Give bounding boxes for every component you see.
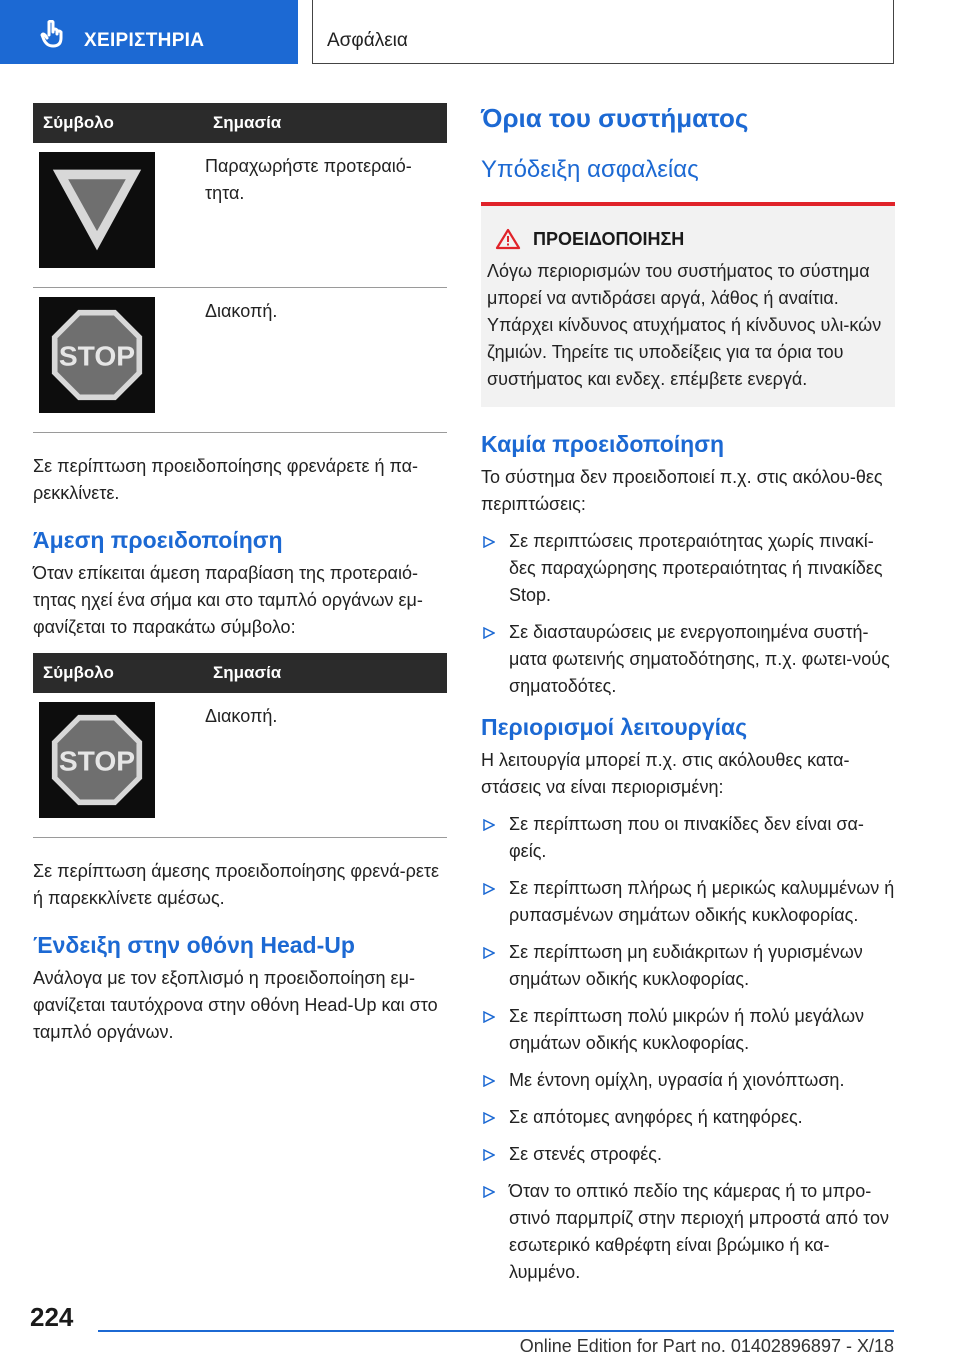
bullet-arrow-icon xyxy=(483,1112,495,1124)
bullet-arrow-icon xyxy=(483,819,495,831)
manual-section-tab[interactable] xyxy=(0,0,298,64)
warning-triangle-icon xyxy=(495,228,521,250)
edition-note: Online Edition for Part no. 01402896897 - X/18 xyxy=(519,1336,894,1356)
paragraph-direct-action: Σε περίπτωση άμεσης προειδοποίησης φρενά-ρετε ή παρεκκλίνετε αμέσως. xyxy=(33,861,440,908)
paragraph-head-up: Ανάλογα με τον εξοπλισμό η προειδοποίηση εμ-φανίζεται ταυτόχρονα στην οθόνη Head-Up και στο ταμπλό οργάνων. xyxy=(33,968,438,1042)
left-column xyxy=(33,103,447,1046)
bullet-arrow-icon xyxy=(483,1011,495,1023)
list-item: Σε περιπτώσεις προτεραιότητας χωρίς πινακί-δες παραχώρησης προτεραιότητας ή πινακίδες Stop. xyxy=(481,528,895,609)
table-row xyxy=(33,143,447,288)
paragraph-warning-action: Σε περίπτωση προειδοποίησης φρενάρετε ή πα-ρεκκλίνετε. xyxy=(33,456,419,503)
yield-sign-icon xyxy=(39,152,155,268)
bullet-arrow-icon xyxy=(483,947,495,959)
table2-col-meaning: Σημασία xyxy=(199,653,447,693)
list-item: Σε απότομες ανηφόρες ή κατηφόρες. xyxy=(481,1104,895,1131)
table2-row1-meaning: Διακοπή. xyxy=(199,693,447,838)
bullet-arrow-icon xyxy=(483,1075,495,1087)
paragraph-no-warning: Το σύστημα δεν προειδοποιεί π.χ. στις ακόλου-θες περιπτώσεις: xyxy=(481,467,883,514)
table1-col-meaning: Σημασία xyxy=(199,103,447,143)
bullet-arrow-icon xyxy=(483,1186,495,1198)
page-footer xyxy=(0,1290,960,1362)
list-item: Σε διασταυρώσεις με ενεργοποιημένα συστή-ματα φωτεινής σηματοδότησης, π.χ. φωτει-νούς σηματοδότες. xyxy=(481,619,895,700)
symbol-table-2 xyxy=(33,653,447,838)
bullet-arrow-icon xyxy=(483,627,495,639)
table1-col-symbol: Σύμβολο xyxy=(33,103,199,143)
stop-sign-text: STOP xyxy=(58,339,136,372)
symbol-table-1 xyxy=(33,103,447,433)
warning-text: Λόγω περιορισμών του συστήματος το σύστημα μπορεί να αντιδράσει αργά, λάθος ή αναίτια. Υπάρχει κίνδυνος ατυχήματος ή κίνδυνος υλι-κών ζημιών. Τηρείτε τις υποδείξεις για τα όρια του συστήματος και ενδεχ. επέμβετε ενεργά. xyxy=(487,261,882,389)
table-row xyxy=(33,288,447,433)
table-row xyxy=(33,693,447,838)
list-item: Σε περίπτωση πολύ μικρών ή πολύ μεγάλων σημάτων οδικής κυκλοφορίας. xyxy=(481,1003,895,1057)
table1-row1-meaning: Παραχωρήστε προτεραιό-τητα. xyxy=(199,143,447,288)
paragraph-function-limits: Η λειτουργία μπορεί π.χ. στις ακόλουθες κατα-στάσεις να είναι περιορισμένη: xyxy=(481,750,850,797)
list-item: Όταν το οπτικό πεδίο της κάμερας ή το μπρο-στινό παρμπρίζ στην περιοχή μπροστά από τον εσωτερικό καθρέφτη είναι βρώμικο ή κα-λυμμένο. xyxy=(481,1178,895,1286)
list-item: Σε περίπτωση μη ευδιάκριτων ή γυρισμένων σημάτων οδικής κυκλοφορίας. xyxy=(481,939,895,993)
heading-no-warning: Καμία προειδοποίηση xyxy=(481,431,725,457)
function-limits-list xyxy=(481,811,895,1286)
right-column xyxy=(481,103,895,1296)
list-item: Με έντονη ομίχλη, υγρασία ή χιονόπτωση. xyxy=(481,1067,895,1094)
table1-row2-meaning: Διακοπή. xyxy=(199,288,447,433)
heading-safety-note: Υπόδειξη ασφαλείας xyxy=(481,156,699,183)
bullet-arrow-icon xyxy=(483,883,495,895)
top-header xyxy=(0,0,960,66)
heading-head-up: Ένδειξη στην οθόνη Head-Up xyxy=(33,932,355,958)
no-warning-list xyxy=(481,528,895,700)
page-number: 224 xyxy=(30,1302,74,1332)
bullet-arrow-icon xyxy=(483,1149,495,1161)
manual-section-label: ΧΕΙΡΙΣΤΗΡΙΑ xyxy=(84,30,205,51)
chapter-label: Ασφάλεια xyxy=(327,30,408,51)
footer-divider xyxy=(98,1330,894,1332)
bullet-arrow-icon xyxy=(483,536,495,548)
warning-box xyxy=(481,202,895,407)
paragraph-direct-warning: Όταν επίκειται άμεση παραβίαση της προτεραιό-τητας ηχεί ένα σήμα και στο ταμπλό οργάνων εμ-φανίζεται το παρακάτω σύμβολο: xyxy=(33,563,423,637)
list-item: Σε περίπτωση που οι πινακίδες δεν είναι σα-φείς. xyxy=(481,811,895,865)
heading-system-limits: Όρια του συστήματος xyxy=(481,103,749,133)
warning-title: ΠΡΟΕΙΔΟΠΟΙΗΣΗ xyxy=(533,228,685,249)
chapter-tab[interactable] xyxy=(312,0,894,64)
heading-function-limits: Περιορισμοί λειτουργίας xyxy=(481,714,748,740)
list-item: Σε περίπτωση πλήρως ή μερικώς καλυμμένων ή ρυπασμένων σημάτων οδικής κυκλοφορίας. xyxy=(481,875,895,929)
heading-direct-warning: Άμεση προειδοποίηση xyxy=(33,527,283,553)
stop-sign-text: STOP xyxy=(58,744,136,777)
list-item: Σε στενές στροφές. xyxy=(481,1141,895,1168)
stop-sign-icon xyxy=(39,297,155,413)
table2-col-symbol: Σύμβολο xyxy=(33,653,199,693)
stop-sign-icon xyxy=(39,702,155,818)
hand-pointer-icon xyxy=(40,20,66,48)
